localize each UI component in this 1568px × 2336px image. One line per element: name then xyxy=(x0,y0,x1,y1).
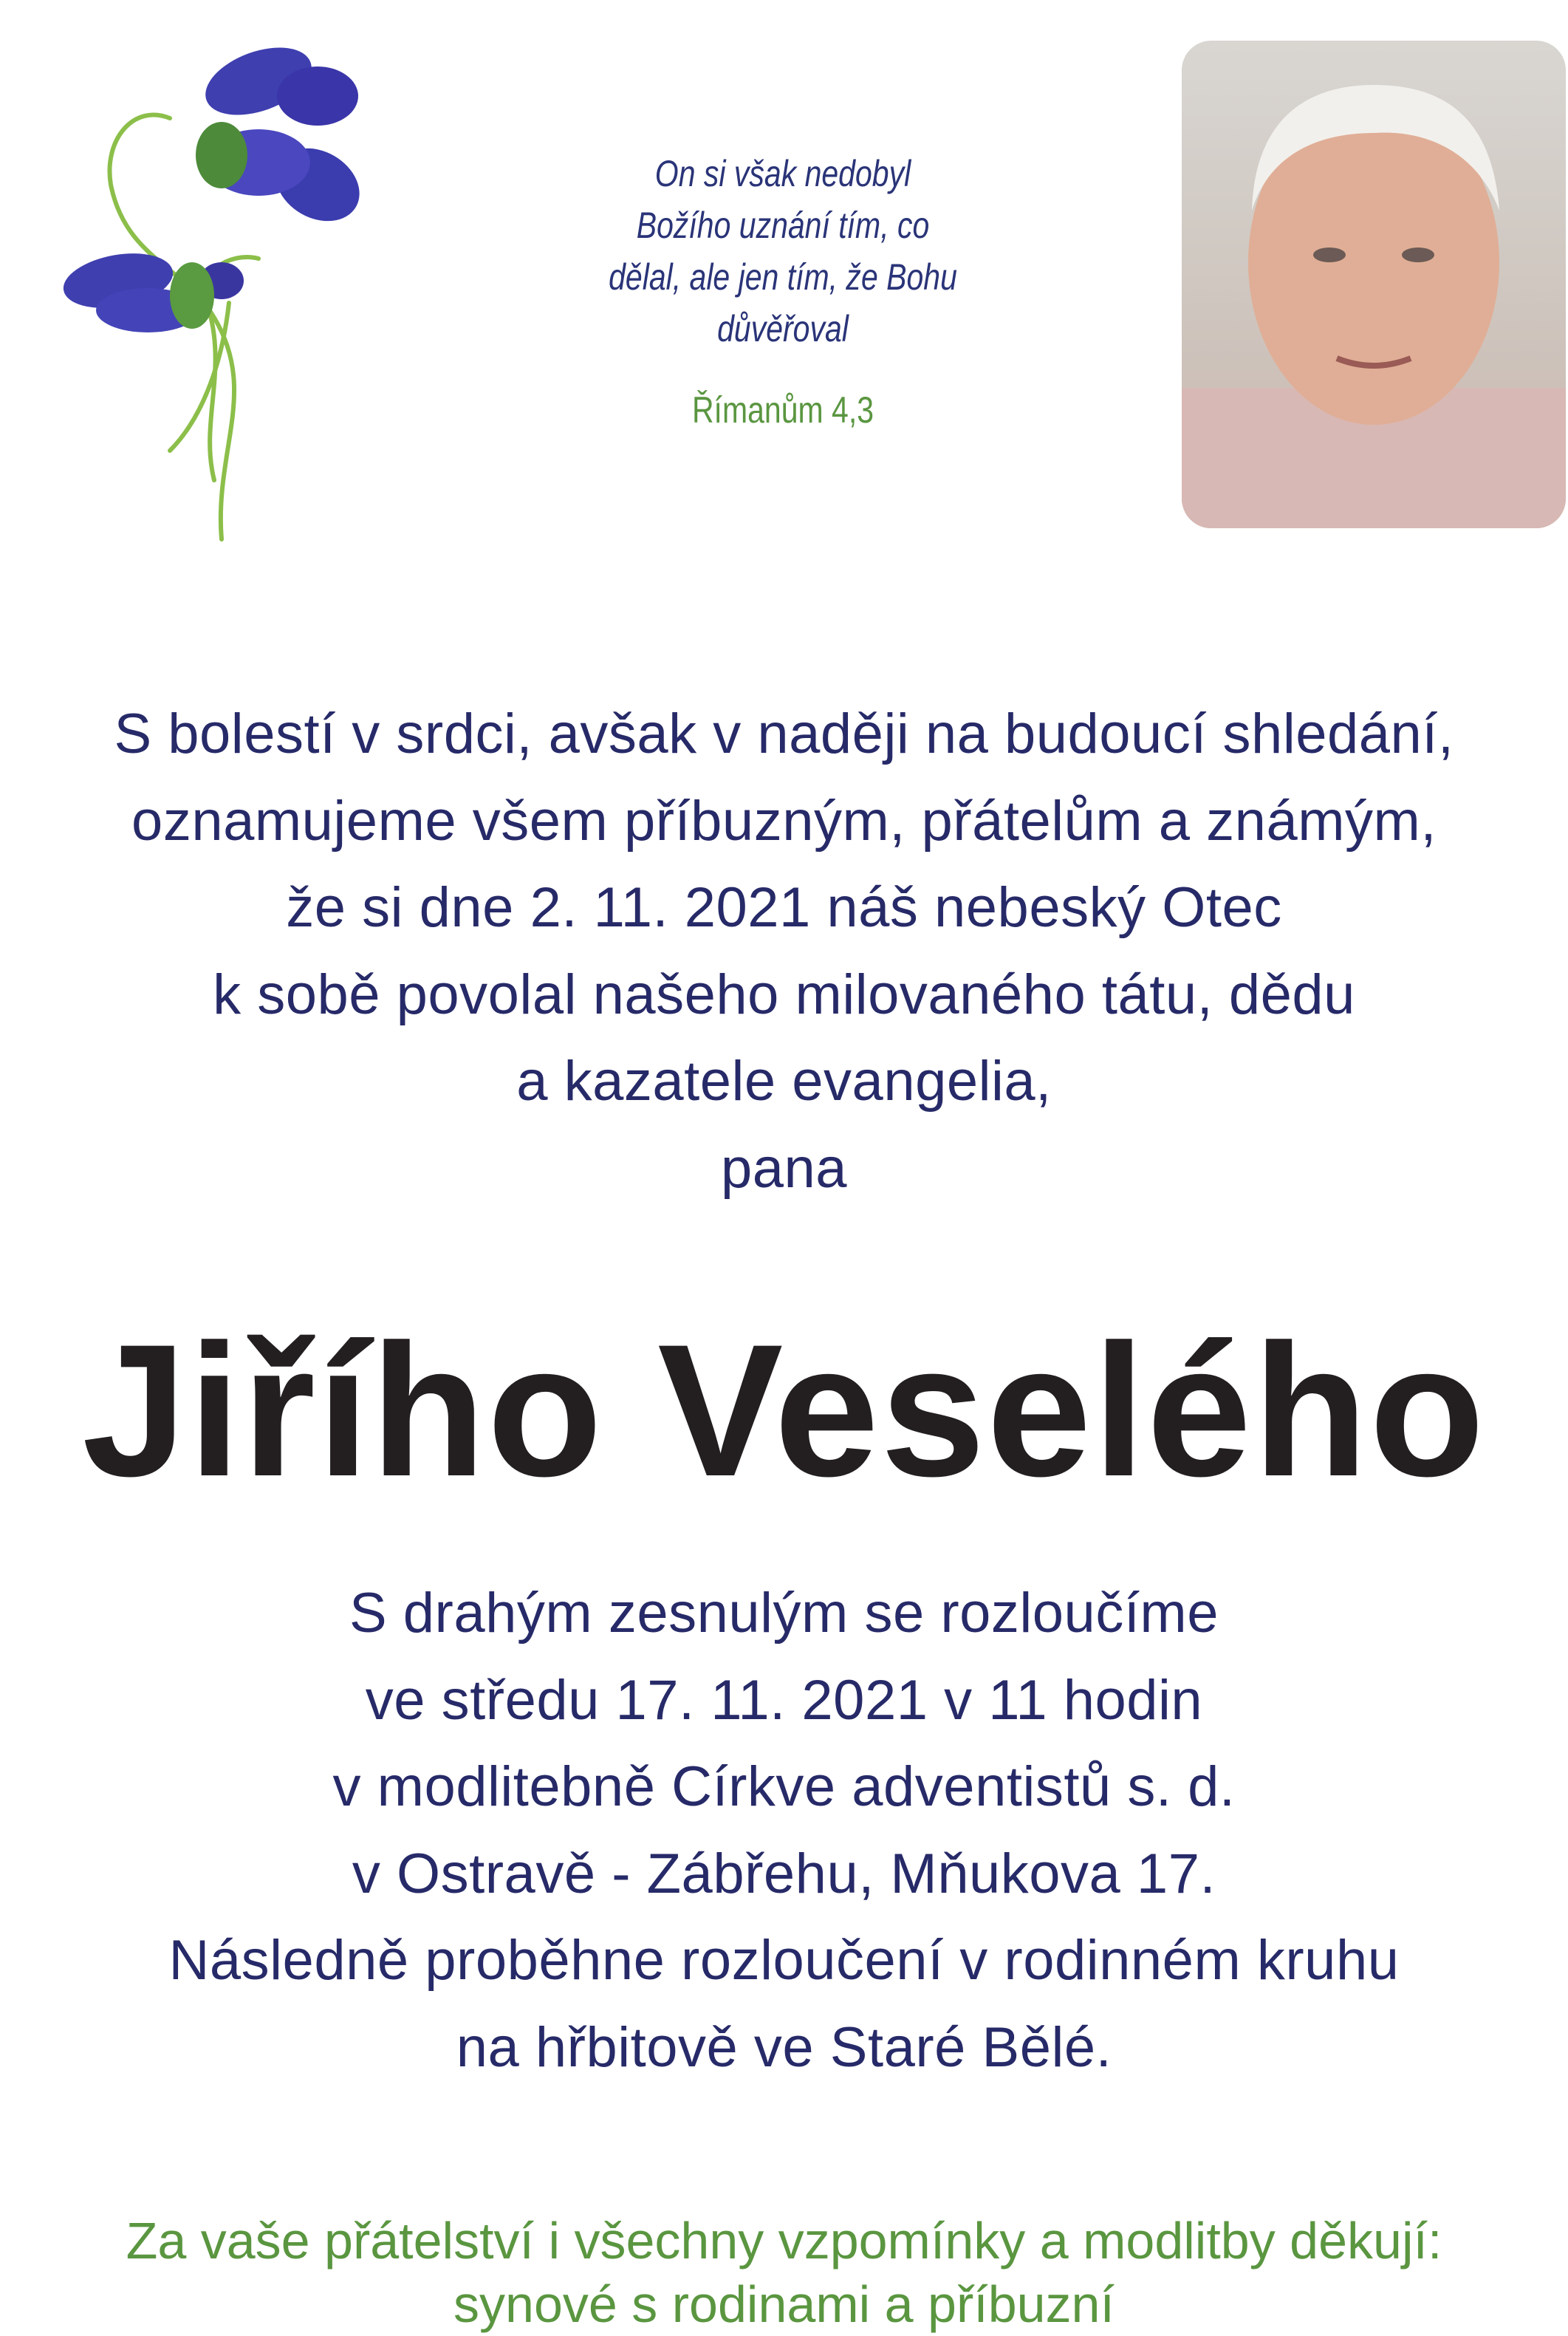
quote-line: důvěřoval xyxy=(717,308,849,349)
announcement-line: S bolestí v srdci, avšak v naději na budoucí shledání, xyxy=(114,703,1454,765)
quote-line: On si však nedobyl xyxy=(654,153,911,194)
violet-petals-top xyxy=(196,37,372,236)
ceremony-line: v modlitebně Církve adventistů s. d. xyxy=(332,1755,1236,1818)
portrait-photo xyxy=(1182,41,1566,528)
deceased-name: Jiřího Veselého xyxy=(82,1305,1486,1516)
announcement-line: oznamujeme všem příbuzným, přátelům a známým, xyxy=(131,789,1437,853)
ceremony-line: v Ostravě - Zábřehu, Mňukova 17. xyxy=(352,1842,1216,1905)
quote-block xyxy=(480,148,1086,432)
announcement-line: a kazatele evangelia, xyxy=(516,1050,1052,1113)
announcement-line: pana xyxy=(720,1136,848,1200)
announcement-line: k sobě povolal našeho milovaného tátu, dědu xyxy=(213,963,1355,1026)
thanks-line: Za vaše přátelství i všechny vzpomínky a modlitby děkují: xyxy=(126,2212,1442,2270)
thanks-signature: synové s rodinami a příbuzní xyxy=(453,2275,1115,2333)
violet-flower-illustration xyxy=(37,37,377,547)
portrait-placeholder-icon xyxy=(1182,41,1566,528)
announcement-text xyxy=(0,691,1568,1212)
ceremony-line: ve středu 17. 11. 2021 v 11 hodin xyxy=(365,1668,1203,1732)
quote-line: dělal, ale jen tím, že Bohu xyxy=(609,256,957,298)
thanks-text xyxy=(0,2209,1568,2336)
quote-reference: Římanům 4,3 xyxy=(691,389,874,431)
quote-line: Božího uznání tím, co xyxy=(636,205,930,246)
ceremony-line: S drahým zesnulým se rozloučíme xyxy=(349,1582,1219,1645)
bible-quote xyxy=(480,148,1086,355)
ceremony-line: Následně proběhne rozloučení v rodinném kruhu xyxy=(168,1929,1400,1992)
ceremony-details xyxy=(0,1570,1568,2091)
announcement-line: že si dne 2. 11. 2021 náš nebeský Otec xyxy=(286,876,1282,939)
ceremony-line: na hřbitově ve Staré Bělé. xyxy=(456,2015,1112,2079)
